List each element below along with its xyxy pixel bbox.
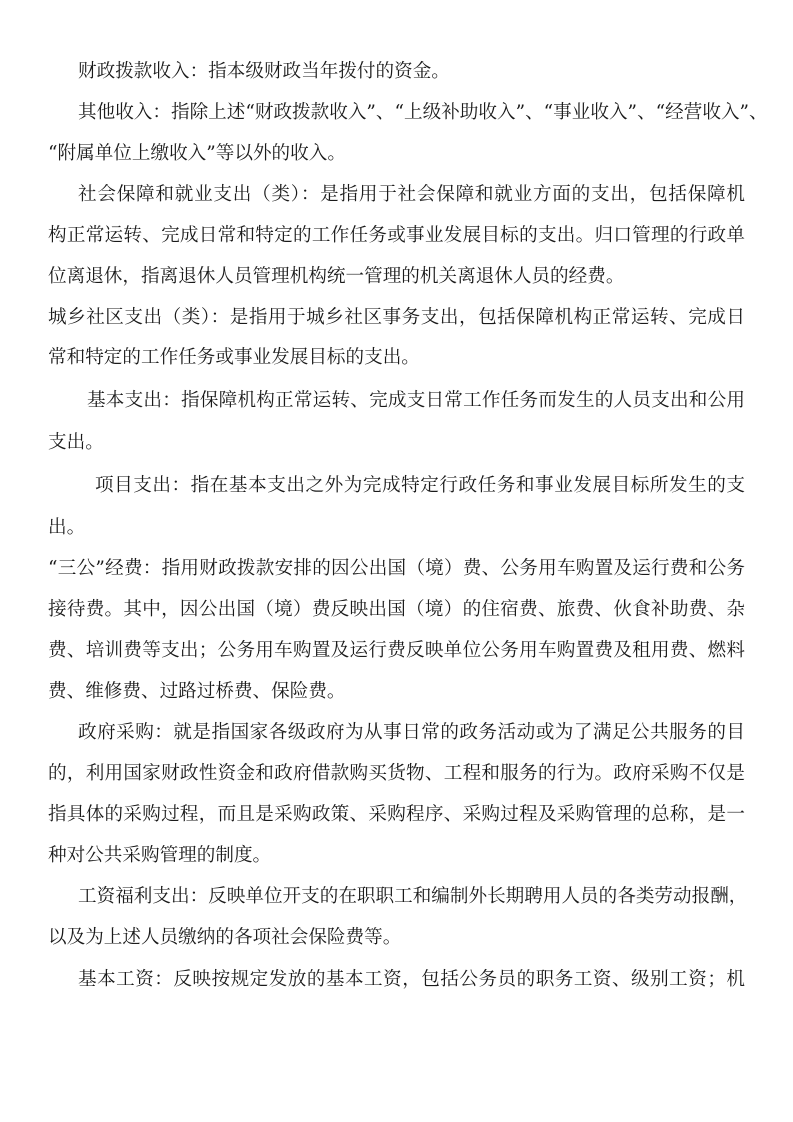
paragraph-line: 常和特定的工作任务或事业发展目标的支出。: [48, 347, 420, 368]
paragraph-line: 费、培训费等支出；公务用车购置及运行费反映单位公务用车购置费及租用费、燃料: [48, 640, 745, 661]
paragraph-line: 接待费。其中，因公出国（境）费反映出国（境）的住宿费、旅费、伙食补助费、杂: [48, 599, 745, 620]
paragraph-line: 出。: [48, 517, 86, 538]
paragraph-line: 城乡社区支出（类）：是指用于城乡社区事务支出，包括保障机构正常运转、完成日: [48, 307, 745, 328]
paragraph-line: 支出。: [48, 432, 104, 453]
paragraph-line: 指具体的采购过程，而且是采购政策、采购程序、采购过程及采购管理的总称，是一: [48, 804, 745, 825]
paragraph-line: 财政拨款收入：指本级财政当年拨付的资金。: [78, 61, 450, 82]
paragraph-line: 位离退休，指离退休人员管理机构统一管理的机关离退休人员的经费。: [48, 266, 625, 287]
paragraph-line: 工资福利支出：反映单位开支的在职职工和编制外长期聘用人员的各类劳动报酬，: [78, 886, 748, 907]
paragraph-line: 以及为上述人员缴纳的各项社会保险费等。: [48, 927, 402, 948]
paragraph-line: 基本工资：反映按规定发放的基本工资，包括公务员的职务工资、级别工资；机: [78, 969, 745, 990]
paragraph-line: “三公”经费：指用财政拨款安排的因公出国（境）费、公务用车购置及运行费和公务: [48, 558, 745, 579]
paragraph-line: 构正常运转、完成日常和特定的工作任务或事业发展目标的支出。归口管理的行政单: [48, 225, 745, 246]
paragraph-line: 的，利用国家财政性资金和政府借款购买货物、工程和服务的行为。政府采购不仅是: [48, 763, 745, 784]
paragraph-line: “附属单位上缴收入”等以外的收入。: [48, 143, 346, 164]
paragraph-line: 基本支出：指保障机构正常运转、完成支日常工作任务而发生的人员支出和公用: [87, 390, 745, 411]
paragraph-line: 社会保障和就业支出（类）：是指用于社会保障和就业方面的支出，包括保障机: [78, 184, 745, 205]
paragraph-line: 项目支出：指在基本支出之外为完成特定行政任务和事业发展目标所发生的支: [95, 475, 745, 496]
paragraph-line: 种对公共采购管理的制度。: [48, 845, 272, 866]
paragraph-line: 政府采购：就是指国家各级政府为从事日常的政务活动或为了满足公共服务的目: [78, 722, 745, 743]
paragraph-line: 其他收入：指除上述“财政拨款收入”、“上级补助收入”、“事业收入”、“经营收入”、: [78, 102, 768, 123]
paragraph-line: 费、维修费、过路过桥费、保险费。: [48, 681, 346, 702]
